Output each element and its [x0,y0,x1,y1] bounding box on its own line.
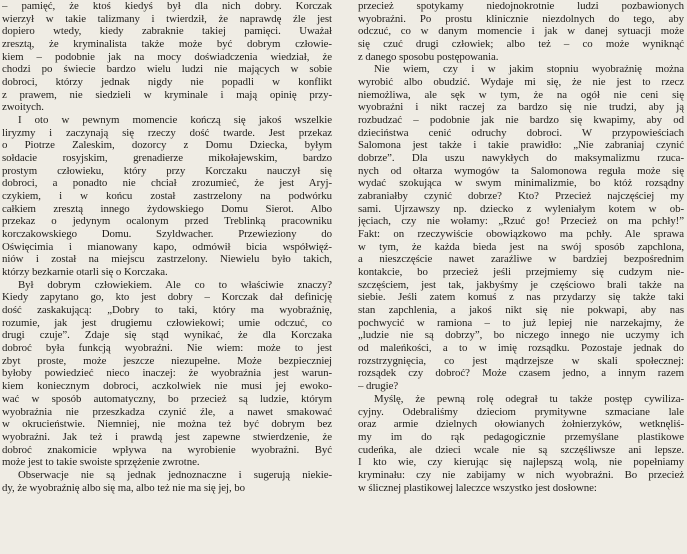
text-line: dzieciństwa cenić odruchy dobroci. W przypowieściach [358,126,684,139]
paragraph [2,114,332,279]
text-line: Był dobrym człowiekiem. Ale co to właściwie znaczy? [18,278,332,291]
text-line: wyobraźni. Po prostu klinicznie niezdolnych do tego, aby [358,12,684,25]
paragraph [358,393,684,494]
text-line: kryminału: czy nie zabijamy w nich wyobraźni. Bo przecież [358,468,684,481]
paragraph [2,279,332,469]
text-line: od maleńkości, a to w imię rozsądku. Pozostaje jednak do [358,342,684,355]
text-line: sami. Ujrzawszy np. dziecko z wyleniałym kotem w ob- [358,202,684,215]
text-line: siebie. Jeśli zatem komuś z nas przydarzy się także taki [358,291,684,304]
text-line: Fakt: on rzeczywiście obowiązkowo ma pchły. Ale sprawa [358,228,684,241]
text-line: niemożliwa, ale sęk w tym, że na ogół nie ceni się [358,88,684,101]
text-line: sołdacie rosyjskim, grenadierze mikołajewskim, bardzo [2,152,332,165]
text-line: przecież spotykamy niedojnokrotnie ludzi pozbawionych [358,0,684,12]
text-line: dość zaskakującą: „Dobry to taki, który ma wyobraźnię, [2,304,332,317]
text-line: się czuć drugi człowiek; albo też – co może wyniknąć [358,38,684,51]
text-line: liryzmy i zaczynają się rzeczy dość twarde. Jest przekaz [2,126,332,139]
text-line: przekaz o jedynym ocalonym przed Treblinką pracowniku [2,215,332,228]
text-line: pochwycić w ramiona – to już lepiej nie narzekajmy, że [358,316,684,329]
text-line: Nie wiem, czy i w jakim stopniu wyobraźnię można [374,63,684,76]
text-line: odczuć, co w danym momencie i jak w danej sytuacji może [358,25,684,38]
text-line: kiem – podobnie jak na mocy doświadczenia wiedział, że [2,50,332,63]
text-line: którzy bezkarnie otarli się o Korczaka. [2,266,168,279]
text-line: szczęściem, jest tak, jakbyśmy je częściowo brali także na [358,278,684,291]
text-line: w tym, że każda bieda jest na swój sposób zapchlona, [358,240,684,253]
text-line: w ślicznej plastikowej laleczce wszystko jest dosłowne: [358,481,597,494]
text-line: czykiem, i w końcu został zastrzelony na podwórku [2,190,332,203]
text-line: wyobraźnia nie przeszkadza czynić źle, a nawet smakować [2,405,332,418]
text-line: wyobraźni. Jak też i prawdą jest zapewne stwierdzenie, że [2,430,332,443]
text-line: całkiem zresztą innego żydowskiego Domu Sierot. Albo [2,202,332,215]
text-line: Myślę, że pewną rolę odegrał tu także postęp cywiliza- [374,392,684,405]
text-line: rozstrzygnięcia, co jest mądrzejsze w skali społecznej: [358,354,684,367]
text-line: my im do rąk pedagogicznie przemyślane plastikowe [358,430,684,443]
text-line: dobroć była funkcją wyobraźni. Nie wiem: może to jest [2,342,332,355]
paragraph [2,0,332,114]
text-line: I kto wie, czy kierując się najlepszą wolą, nie popełniamy [358,456,684,469]
text-line: cudeńka, ale dzieci wcale nie są szczęśliwsze ani lepsze. [358,443,684,456]
text-line: zwoitych. [2,101,44,114]
text-line: stan zapchlenia, a jakoś nikt się nie pokwapi, aby nas [358,304,684,317]
text-line: dy, że wyobraźnię albo się ma, albo też nie ma się jej, bo [2,481,246,494]
text-line: może jest to takie swoiste sprzężenie zwrotne. [2,456,200,469]
left-text-column [2,0,332,494]
text-line: wyobraźni i nikt raczej za bardzo się nie trudzi, aby ją [358,101,684,114]
text-line: rozumie, jak jest drugiemu człowiekowi; umie odczuć, co [2,316,332,329]
text-line: o Piotrze Zaleskim, dozorcy z Domu Dziecka, byłym [2,139,332,152]
text-line: Salomona jest także i takie prawidło: „Nie zabraniaj czynić [358,139,684,152]
text-line: niów i został na miejscu zastrzelony. Niewielu było takich, [2,253,332,266]
text-line: drugi czuje”. Zdaje się stąd wynikać, że dla Korczaka [2,329,332,342]
right-text-column [358,0,684,494]
text-line: Oświęcimia i mianowany kapo, odmówił bicia współwięź- [2,240,332,253]
text-line: a nieszczęście nawet zaraźliwe w bardziej bezpośrednim [358,253,684,266]
text-line: Kiedy zapytano go, kto jest dobry – Korczak dał definicję [2,291,332,304]
text-line: jęciach, czy nie wołamy: „Rzuć go! Przecież on ma pchły!” [358,215,684,228]
text-line: korczakowskiego Domu. Szyldwacher. Przewieziony do [2,228,332,241]
text-line: w okrucieństwie. Niemniej, nie można też być dobrym bez [2,418,332,431]
text-line: dobroć znakomicie wpływa na wyrobienie wyobraźni. Być [2,443,332,456]
text-line: dobroci, a ponadto nie chciał zrozumieć, że jest Aryj- [2,177,332,190]
paragraph [358,0,684,63]
text-line: dobroci, którzy jednak nigdy nie popadli w konflikt [2,76,332,89]
text-line: wyrobić albo obudzić. Wydaje mi się, że nie jest to rzecz [358,76,684,89]
text-line: rozbudzać – podobnie jak nie bardzo się kwapimy, aby od [358,114,684,127]
text-line: dopiero wtedy, kiedy zabraknie takiej pamięci. Uważał [2,25,332,38]
text-line: wydać szokująca w swym minimalizmie, bo któż rozsądny [358,177,684,190]
text-line: rozsądek czy dobroć? Może czasem jedno, a innym razem [358,367,684,380]
text-line: kontakcie, bo przecież jeśli przejmiemy się cudzym nie- [358,266,684,279]
text-line: z prawem, nie siedzieli w kryminale i mają opinię przy- [2,88,332,101]
text-line: Obserwacje nie są jednak jednoznaczne i sugerują niekie- [18,468,332,481]
text-line: – pamięć, że ktoś kiedyś był dla nich dobry. Korczak [2,0,332,12]
text-line: oraz armie dzielnych ołowianych żołnierzyków, wetknęliś- [358,418,684,431]
text-line: zresztą, że kryminalista także może być dobrym człowie- [2,38,332,51]
text-line: – drugie? [358,380,399,393]
text-line: „ludzie nie są dobrzy”, bo niczego innego nie uczymy ich [358,329,684,342]
text-line: chodzi po świecie bardzo wielu ludzi nie mających w sobie [2,63,332,76]
text-line: I oto w pewnym momencie kończą się jakoś wszelkie [18,114,332,127]
paragraph [358,63,684,392]
text-line: nych od ołtarza wymogów ta Salomonowa reguła może się [358,164,684,177]
text-line: wać w sposób automatyczny, bo przecież są ludzie, którym [2,392,332,405]
text-line: wierzył w takie talizmany i twierdził, że naprawdę źle jest [2,12,332,25]
text-line: zabraniałby czynić dobrze? Kto? Przecież najczęściej my [358,190,684,203]
text-line: zbyt proste, może jeszcze niezupełne. Może bezpieczniej [2,354,332,367]
text-line: kiem koniecznym dobroci, aczkolwiek nie musi jej ewoko- [2,380,332,393]
text-line: byłoby powiedzieć nieco inaczej: że wyobraźnia jest warun- [2,367,332,380]
text-line: cyjny. Odebraliśmy dzieciom prymitywne szmaciane lale [358,405,684,418]
text-line: z danego sposobu postępowania. [358,50,499,63]
paragraph [2,469,332,494]
text-line: prostym człowieku, który przy Korczaku nauczył się [2,164,332,177]
text-line: dobrze”. Dla uszu nawykłych do maksymalizmu rzuca- [358,152,684,165]
